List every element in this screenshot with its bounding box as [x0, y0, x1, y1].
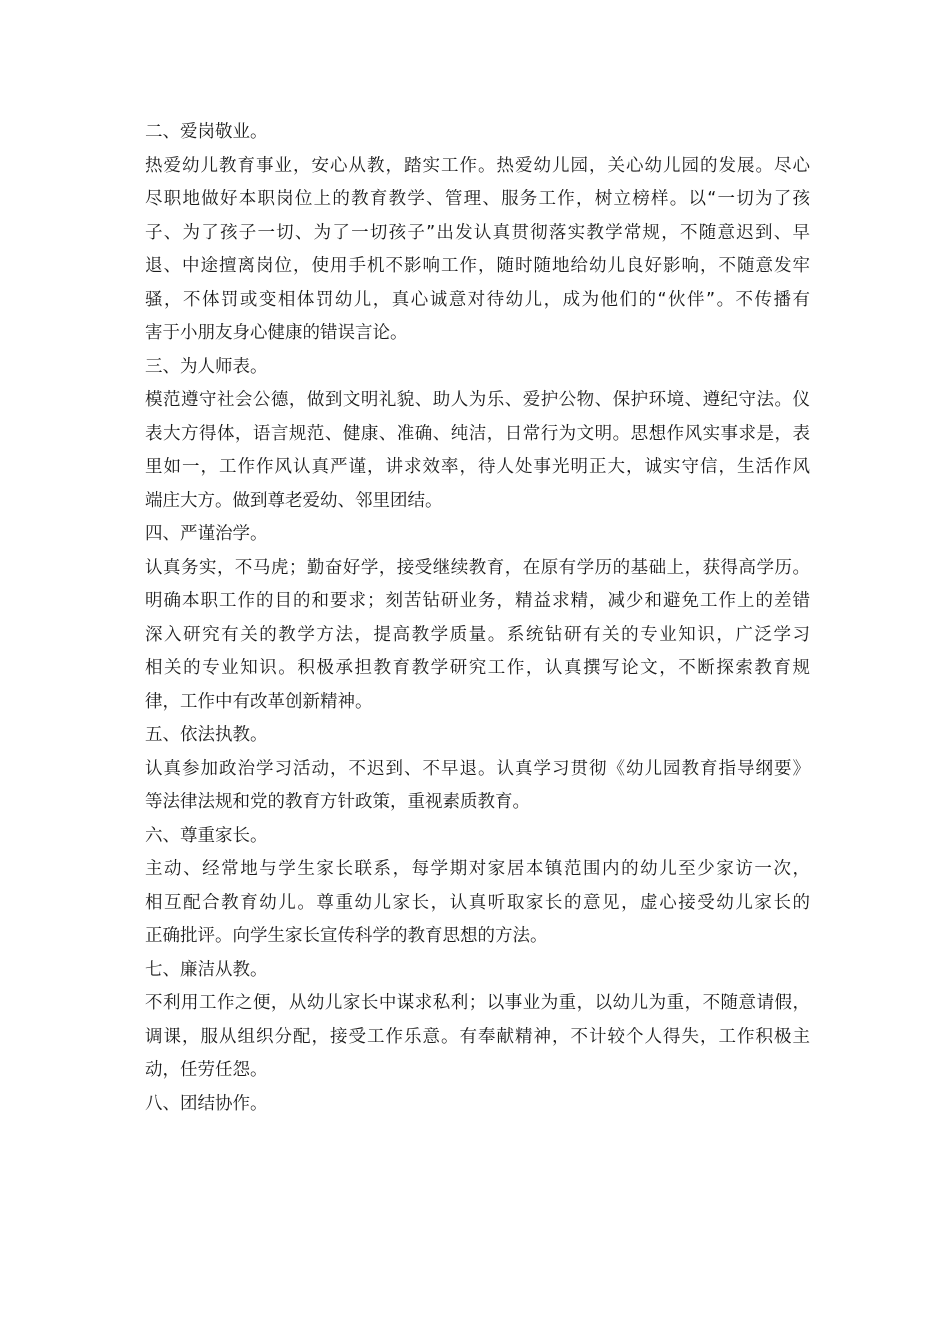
paragraph-line: 模范遵守社会公德，做到文明礼貌、助人为乐、爱护公物、保护环境、遵纪守法。仪 [145, 390, 810, 410]
section-love-work [145, 116, 810, 351]
section-heading: 八、团结协作。 [145, 1093, 268, 1114]
paragraph-line: 认真务实，不马虎；勤奋好学，接受继续教育，在原有学历的基础上，获得高学历。 [145, 557, 810, 578]
section-role-model [145, 351, 810, 519]
section-respect-parents [145, 820, 810, 954]
paragraph-line: 子、为了孩子一切、为了一切孩子”出发认真贯彻落实教学常规，不随意迟到、早 [145, 222, 810, 243]
document-body [145, 116, 810, 1121]
paragraph-line: 不利用工作之便，从幼儿家长中谋求私利；以事业为重，以幼儿为重，不随意请假， [145, 993, 810, 1013]
section-heading: 三、为人师表。 [145, 356, 268, 377]
paragraph-line: 动，任劳任怨。 [145, 1060, 268, 1080]
section-heading: 五、依法执教。 [145, 725, 268, 745]
paragraph-line: 相关的专业知识。积极承担教育教学研究工作，认真撰写论文，不断探索教育规 [145, 658, 810, 678]
paragraph-line: 害于小朋友身心健康的错误言论。 [145, 323, 408, 343]
paragraph-line: 调课，服从组织分配，接受工作乐意。有奉献精神，不计较个人得失，工作积极主 [145, 1026, 810, 1047]
paragraph-line: 明确本职工作的目的和要求；刻苦钻研业务，精益求精，减少和避免工作上的差错 [145, 591, 810, 611]
section-teamwork [145, 1088, 810, 1122]
section-heading: 六、尊重家长。 [145, 825, 268, 846]
paragraph-line: 律，工作中有改革创新精神。 [145, 691, 373, 712]
paragraph-line: 正确批评。向学生家长宣传科学的教育思想的方法。 [145, 926, 548, 946]
paragraph-line: 认真参加政治学习活动，不迟到、不早退。认真学习贯彻《幼儿园教育指导纲要》 [145, 758, 810, 779]
paragraph-line: 骚，不体罚或变相体罚幼儿，真心诚意对待幼儿，成为他们的“伙伴”。不传播有 [145, 289, 810, 310]
paragraph-line: 里如一，工作作风认真严谨，讲求效率，待人处事光明正大，诚实守信，生活作风 [145, 457, 810, 477]
section-heading: 七、廉洁从教。 [145, 959, 268, 980]
section-heading: 四、严谨治学。 [145, 524, 268, 544]
paragraph-line: 尽职地做好本职岗位上的教育教学、管理、服务工作，树立榜样。以“一切为了孩 [145, 189, 810, 209]
paragraph-line: 热爱幼儿教育事业，安心从教，踏实工作。热爱幼儿园，关心幼儿园的发展。尽心 [145, 155, 810, 176]
paragraph-line: 端庄大方。做到尊老爱幼、邻里团结。 [145, 490, 443, 511]
paragraph-line: 等法律法规和党的教育方针政策，重视素质教育。 [145, 792, 530, 812]
paragraph-line: 主动、经常地与学生家长联系，每学期对家居本镇范围内的幼儿至少家访一次， [145, 859, 810, 879]
paragraph-line: 相互配合教育幼儿。尊重幼儿家长，认真听取家长的意见，虚心接受幼儿家长的 [145, 892, 810, 913]
paragraph-line: 退、中途擅离岗位，使用手机不影响工作，随时随地给幼儿良好影响，不随意发牢 [145, 256, 810, 276]
paragraph-line: 表大方得体，语言规范、健康、准确、纯洁，日常行为文明。思想作风实事求是，表 [145, 423, 810, 444]
paragraph-line: 深入研究有关的教学方法，提高教学质量。系统钻研有关的专业知识，广泛学习 [145, 624, 810, 645]
section-heading: 二、爱岗敬业。 [145, 122, 268, 142]
section-lawful-teaching [145, 719, 810, 820]
section-integrity [145, 954, 810, 1088]
section-rigorous-study [145, 518, 810, 719]
